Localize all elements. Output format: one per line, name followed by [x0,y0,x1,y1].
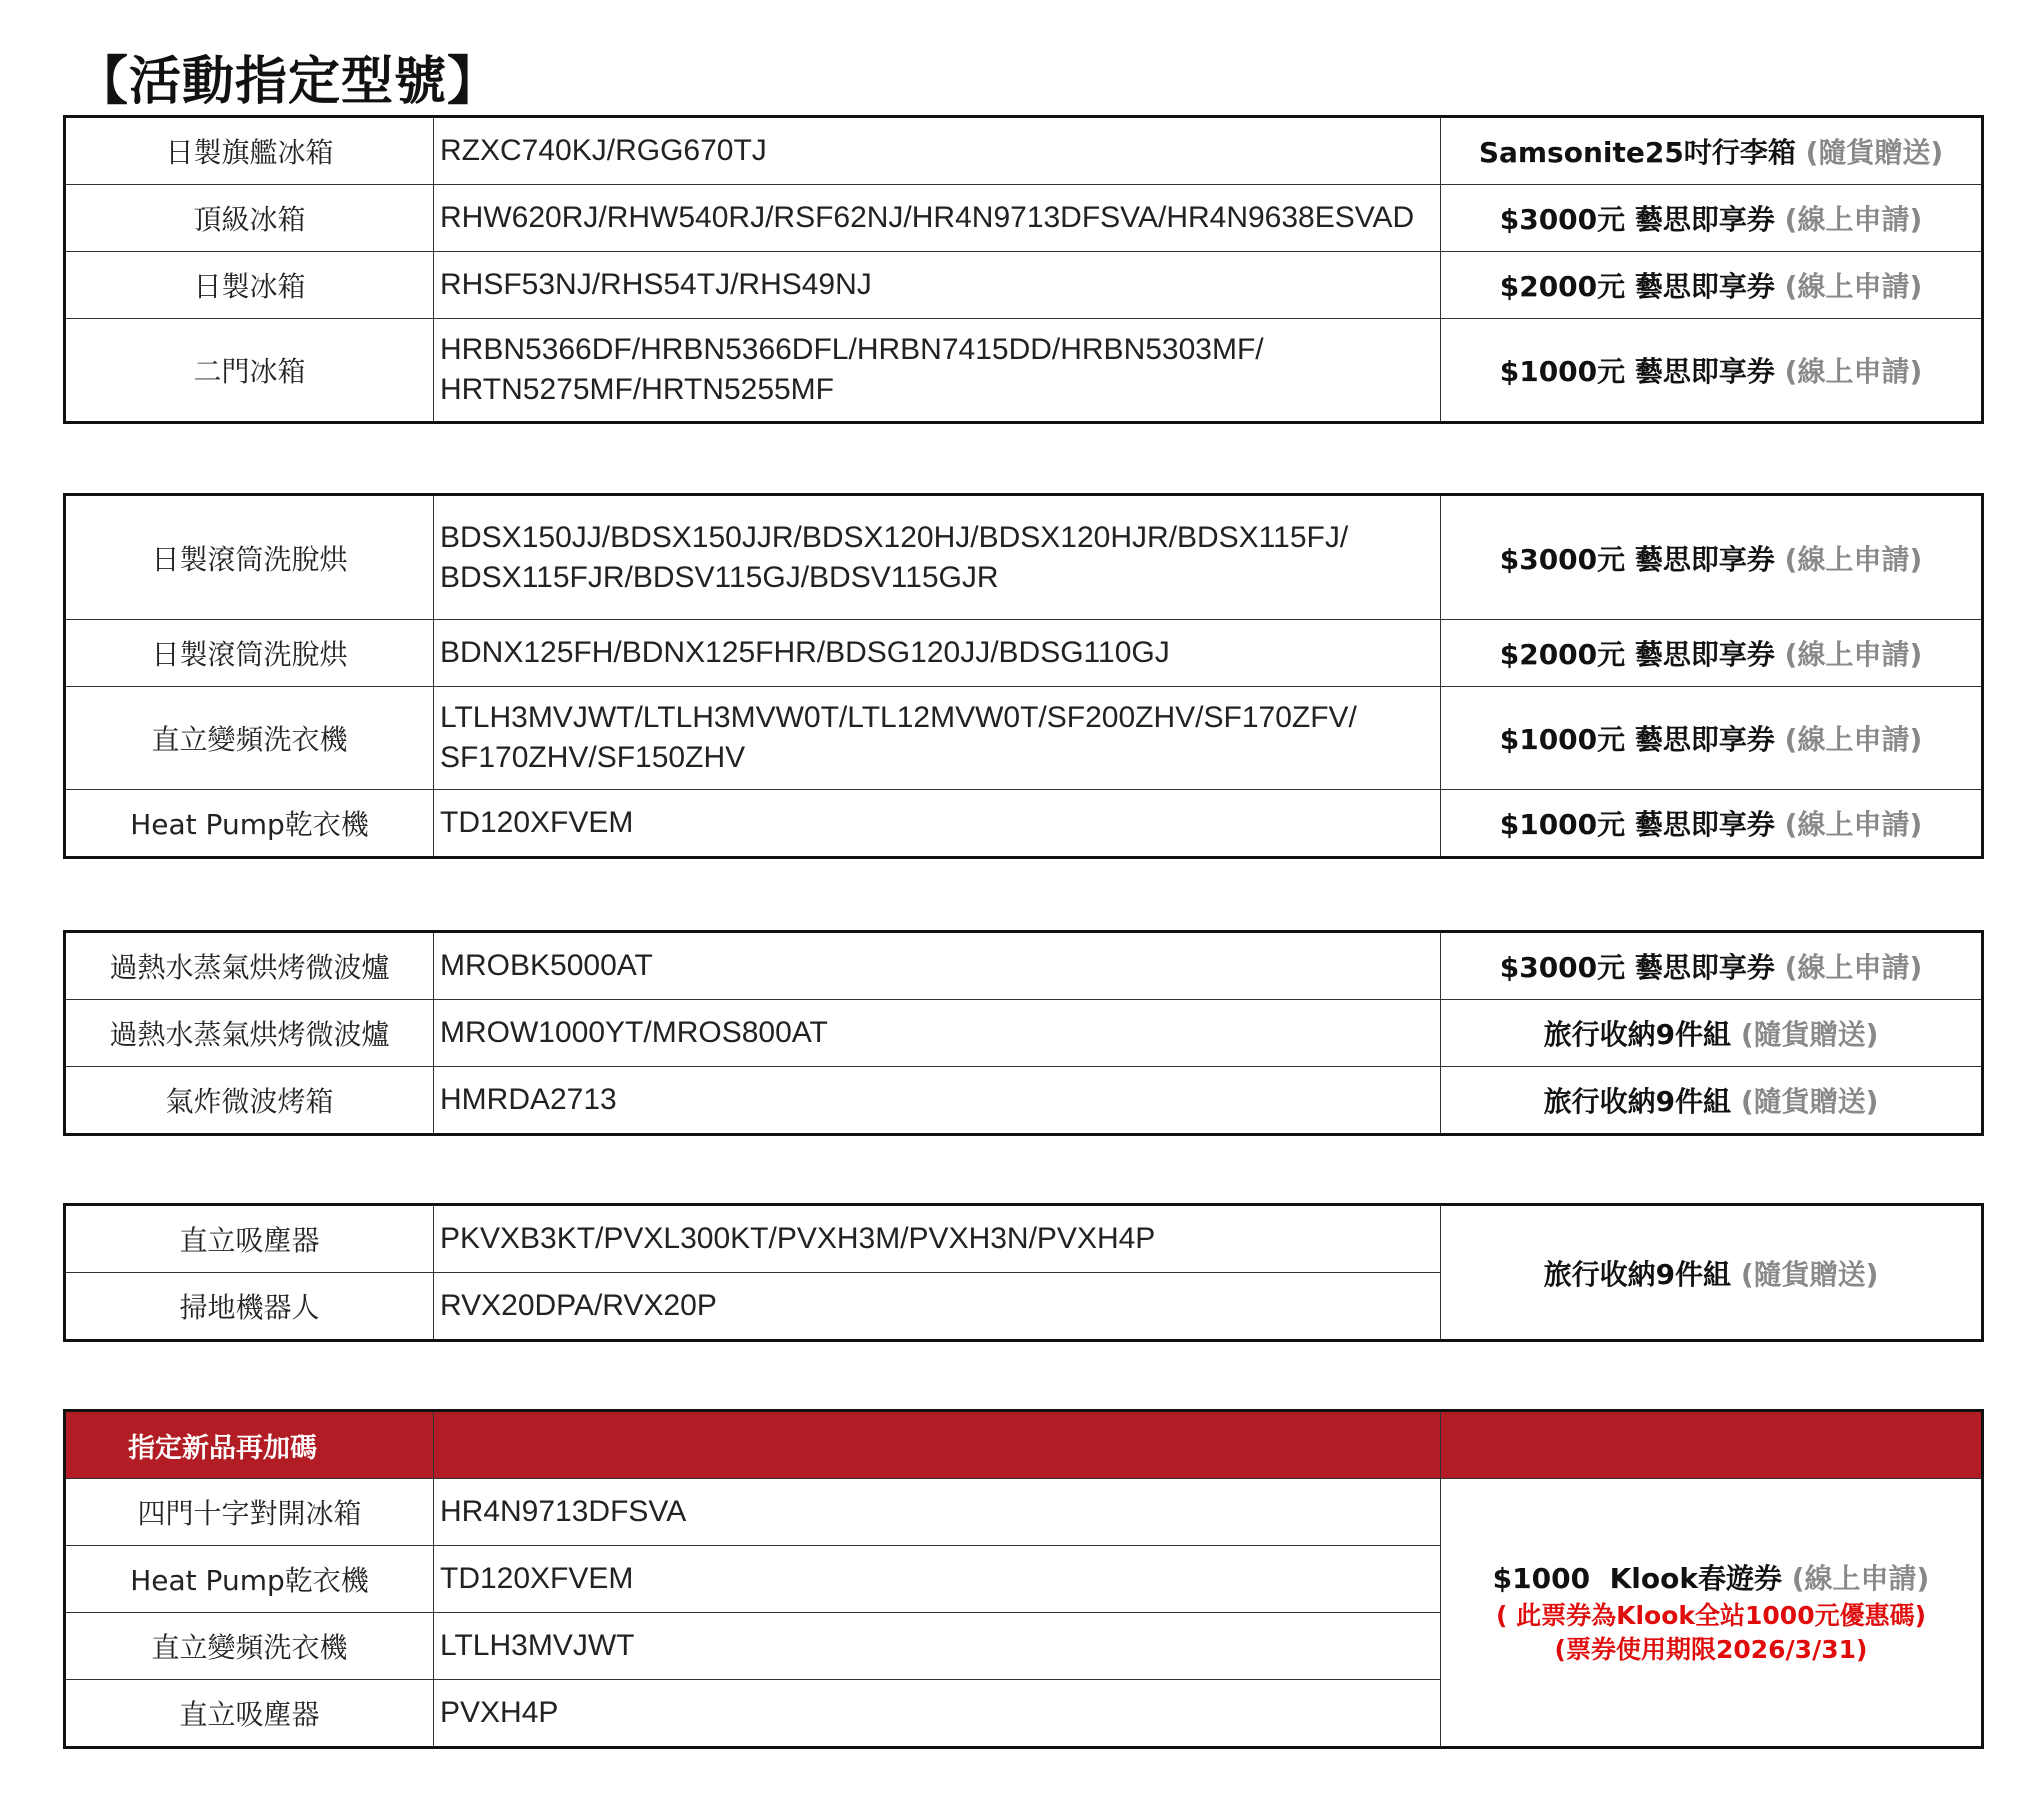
category-cell: 二門冰箱 [65,319,434,423]
category-cell: 過熱水蒸氣烘烤微波爐 [65,1000,434,1067]
gift-note: (線上申請) [1784,808,1923,841]
gift-cell [1441,319,1983,423]
model-cell: MROBK5000AT [434,932,1441,1000]
category-cell: 直立吸塵器 [65,1205,434,1273]
gift-cell [1441,1479,1983,1748]
model-line: BDSX150JJ/BDSX150JJR/BDSX120HJ/BDSX120HJR/BDSX115FJ/ [440,520,1349,554]
gift-cell [1441,1067,1983,1135]
model-cell: HR4N9713DFSVA [434,1479,1441,1546]
model-cell: RHW620RJ/RHW540RJ/RSF62NJ/HR4N9713DFSVA/HR4N9638ESVAD [434,185,1441,252]
category-cell: 過熱水蒸氣烘烤微波爐 [65,932,434,1000]
category-cell: Heat Pump乾衣機 [65,1546,434,1613]
table-row [65,185,1983,252]
category-cell: 日製滾筒洗脫烘 [65,495,434,620]
gift-note: (隨貨贈送) [1740,1085,1879,1118]
gift-note: (線上申請) [1791,1561,1930,1595]
table-row [65,1479,1983,1546]
table-row [65,1067,1983,1135]
category-cell: 四門十字對開冰箱 [65,1479,434,1546]
gift-cell [1441,620,1983,687]
category-cell: 頂級冰箱 [65,185,434,252]
fridge-table [63,115,1981,424]
gift-cell [1441,1205,1983,1341]
model-cell: RHSF53NJ/RHS54TJ/RHS49NJ [434,252,1441,319]
gift-note: (線上申請) [1784,203,1923,236]
gift-cell [1441,495,1983,620]
gift-text: Samsonite25吋行李箱 [1478,136,1796,169]
model-cell [434,687,1441,790]
gift-text: 旅行收納9件組 [1543,1257,1732,1291]
gift-text: $3000元 藝思即享券 [1499,203,1775,236]
model-line: LTLH3MVJWT/LTLH3MVW0T/LTL12MVW0T/SF200ZHV/SF170ZFV/ [440,701,1357,734]
gift-cell [1441,1000,1983,1067]
gift-note: (線上申請) [1784,638,1923,671]
gift-text: $1000元 藝思即享券 [1499,723,1775,756]
table-header-row [65,1411,1983,1479]
category-cell: 日製冰箱 [65,252,434,319]
table-row [65,620,1983,687]
category-cell: 直立變頻洗衣機 [65,687,434,790]
model-cell: TD120XFVEM [434,1546,1441,1613]
gift-cell [1441,687,1983,790]
gift-note: (線上申請) [1784,542,1923,576]
voucher-note: ( 此票券為Klook全站1000元優惠碼) [1495,1600,1927,1630]
page-title: 【活動指定型號】 [76,52,501,112]
microwave-table [63,930,1981,1136]
model-cell: BDNX125FH/BDNX125FHR/BDSG120JJ/BDSG110GJ [434,620,1441,687]
gift-cell [1441,932,1983,1000]
model-cell: PVXH4P [434,1680,1441,1748]
table-header-label: 指定新品再加碼 [65,1411,434,1479]
table-row [65,1205,1983,1273]
gift-note: (線上申請) [1784,723,1923,756]
gift-cell [1441,790,1983,858]
table-row [65,790,1983,858]
model-line: HRTN5275MF/HRTN5255MF [440,373,834,406]
gift-cell [1441,185,1983,252]
gift-text: $1000 Klook春遊券 [1492,1561,1782,1595]
table-row [65,319,1983,423]
gift-note: (隨貨贈送) [1740,1018,1879,1051]
gift-text: $2000元 藝思即享券 [1499,270,1775,303]
vacuum-table [63,1203,1981,1342]
model-cell: RVX20DPA/RVX20P [434,1273,1441,1341]
model-cell: MROW1000YT/MROS800AT [434,1000,1441,1067]
washer-table [63,493,1981,859]
model-cell: RZXC740KJ/RGG670TJ [434,117,1441,185]
category-cell: 氣炸微波烤箱 [65,1067,434,1135]
model-line: BDSX115FJR/BDSV115GJ/BDSV115GJR [440,560,999,594]
gift-text: $2000元 藝思即享券 [1499,638,1775,671]
gift-note: (線上申請) [1784,355,1923,388]
table-row [65,1000,1983,1067]
category-cell: 直立吸塵器 [65,1680,434,1748]
table-header-cell [434,1411,1441,1479]
gift-note: (線上申請) [1784,270,1923,303]
gift-text: $1000元 藝思即享券 [1499,355,1775,388]
category-cell: 掃地機器人 [65,1273,434,1341]
table-header-cell [1441,1411,1983,1479]
model-line: HRBN5366DF/HRBN5366DFL/HRBN7415DD/HRBN5303MF/ [440,333,1264,366]
gift-note: (線上申請) [1784,951,1923,984]
category-cell: Heat Pump乾衣機 [65,790,434,858]
category-cell: 日製滾筒洗脫烘 [65,620,434,687]
model-cell [434,495,1441,620]
gift-text: $1000元 藝思即享券 [1499,808,1775,841]
new-product-table [63,1409,1981,1749]
gift-text: $3000元 藝思即享券 [1499,951,1775,984]
model-line: SF170ZHV/SF150ZHV [440,741,746,774]
model-cell: HMRDA2713 [434,1067,1441,1135]
table-row [65,687,1983,790]
table-row [65,932,1983,1000]
gift-note: (隨貨贈送) [1805,136,1944,169]
category-cell: 日製旗艦冰箱 [65,117,434,185]
gift-cell [1441,117,1983,185]
model-cell [434,319,1441,423]
table-row [65,117,1983,185]
gift-note: (隨貨贈送) [1740,1257,1879,1291]
model-cell: TD120XFVEM [434,790,1441,858]
gift-cell [1441,252,1983,319]
voucher-expiry: (票券使用期限2026/3/31) [1554,1634,1868,1664]
gift-text: 旅行收納9件組 [1543,1018,1732,1051]
category-cell: 直立變頻洗衣機 [65,1613,434,1680]
model-cell: PKVXB3KT/PVXL300KT/PVXH3M/PVXH3N/PVXH4P [434,1205,1441,1273]
gift-text: 旅行收納9件組 [1543,1085,1732,1118]
table-row [65,495,1983,620]
gift-text: $3000元 藝思即享券 [1499,542,1775,576]
model-cell: LTLH3MVJWT [434,1613,1441,1680]
table-row [65,252,1983,319]
